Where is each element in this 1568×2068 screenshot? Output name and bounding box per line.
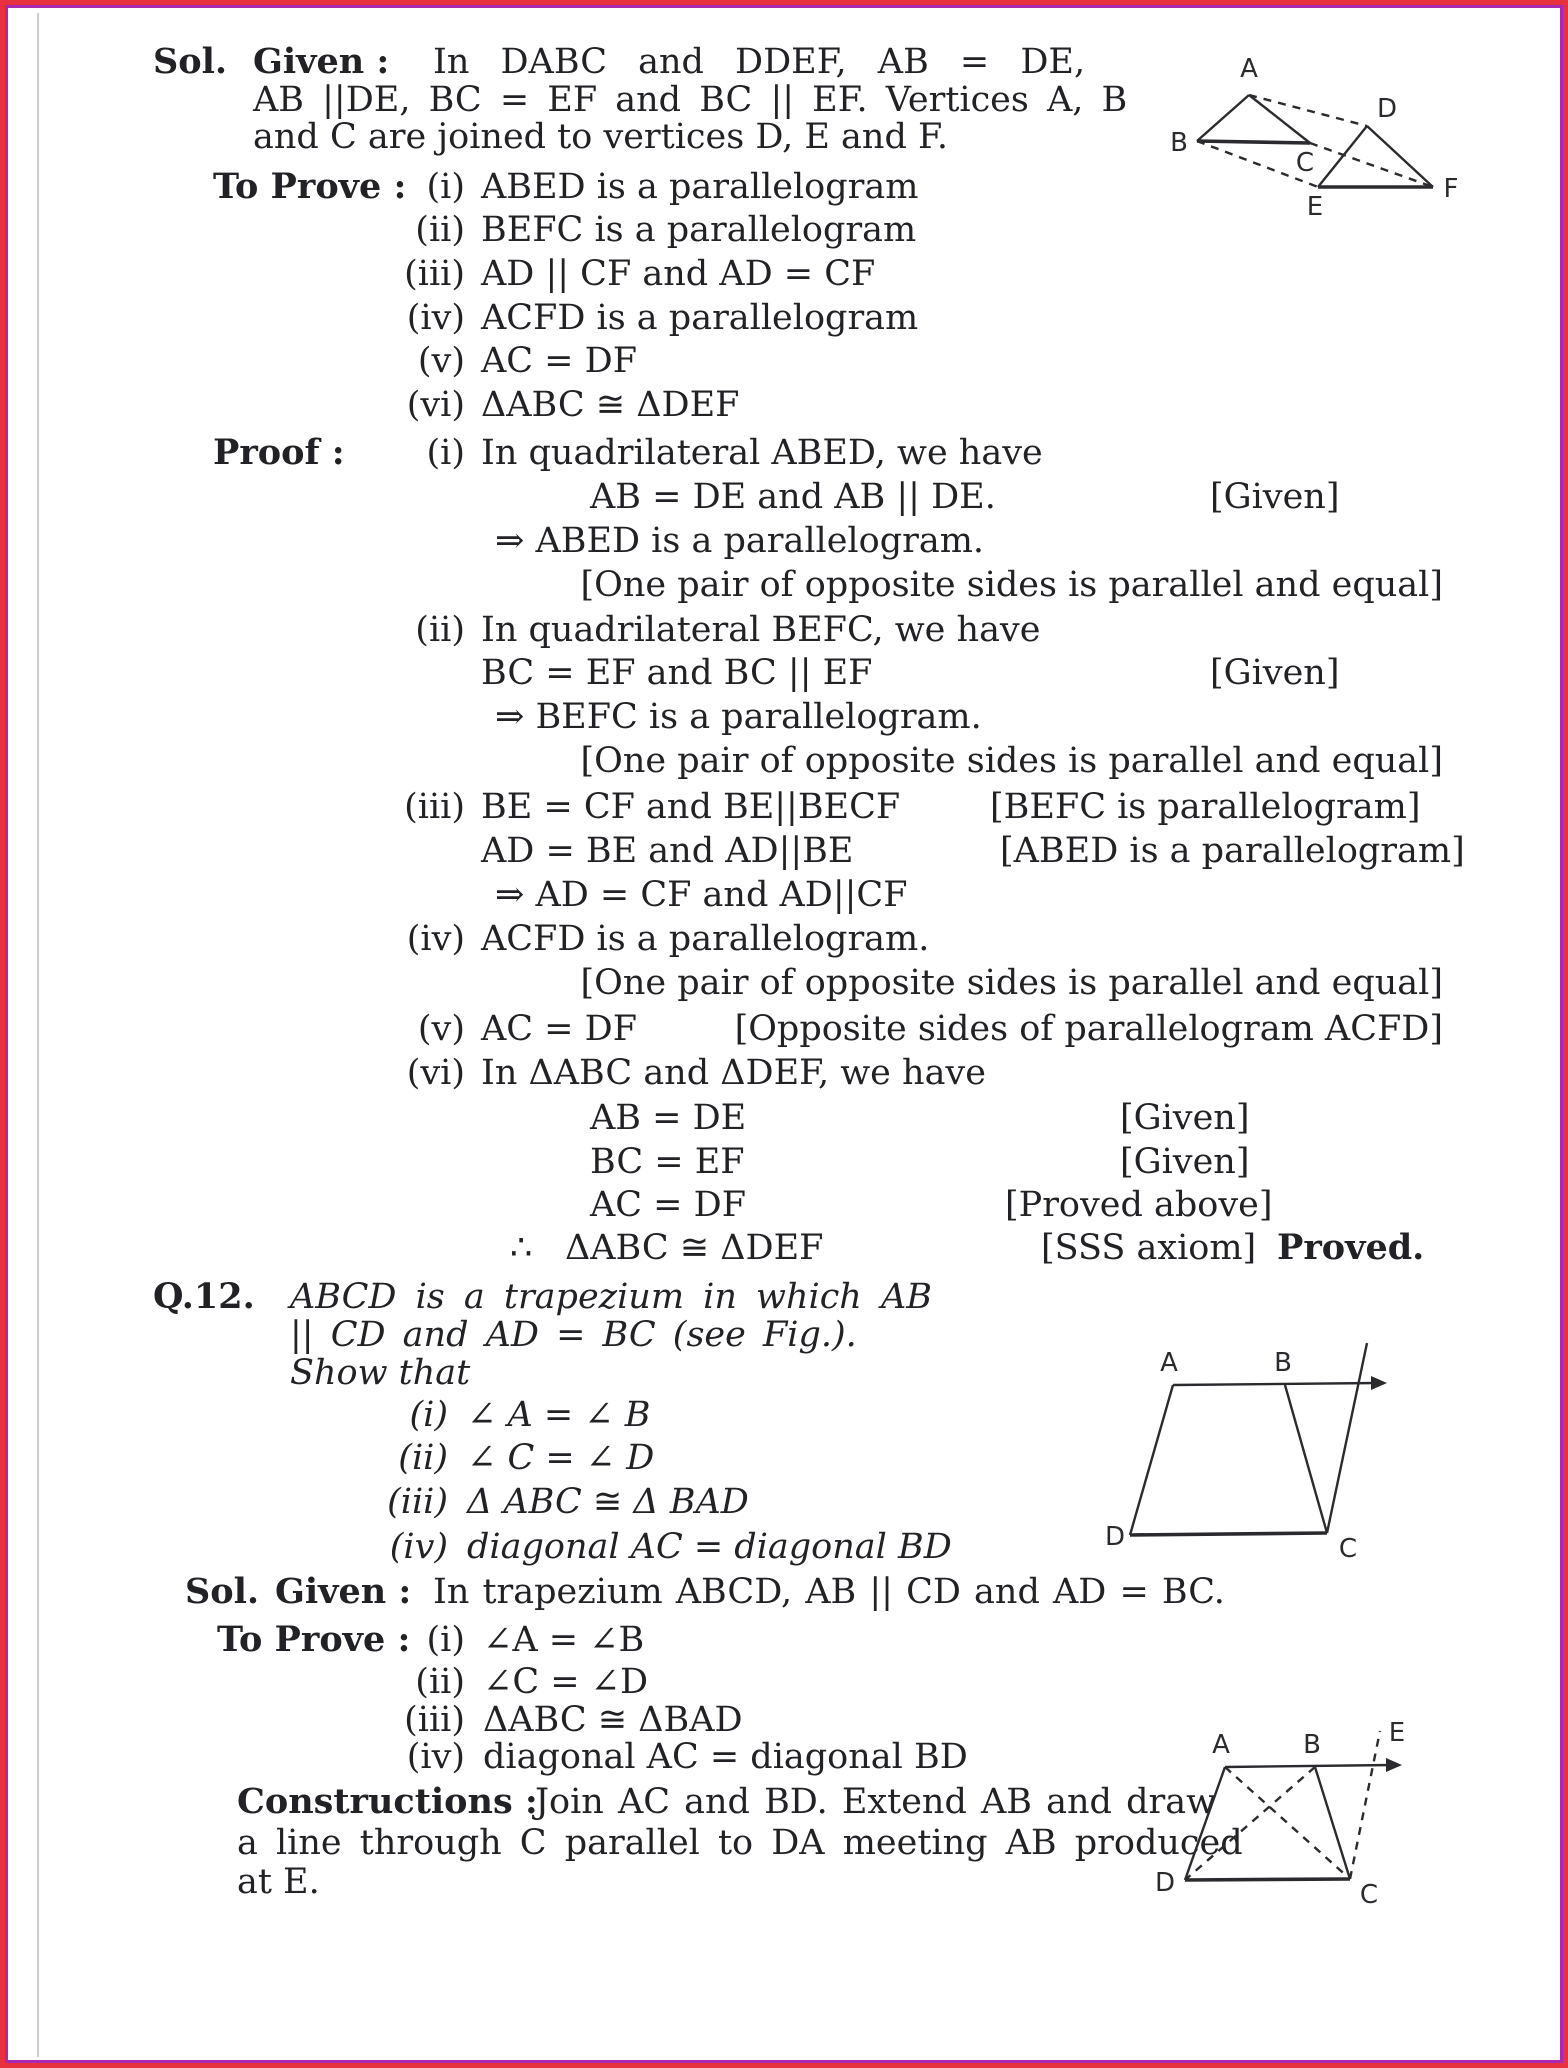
arrowhead-icon bbox=[1371, 1376, 1387, 1390]
question-line: Q.12. ABCD is a trapezium in which AB bbox=[153, 1276, 932, 1317]
proof-row: (ii) In quadrilateral BEFC, we have bbox=[415, 610, 1041, 650]
side-DF bbox=[1367, 126, 1433, 187]
sol2-given-line: Sol. Given : In trapezium ABCD, AB || CD and AD = BC. bbox=[185, 1571, 1225, 1612]
to-prove-label: To Prove : bbox=[213, 166, 407, 207]
reason-bracket: [Given] bbox=[1120, 1142, 1250, 1182]
ray-AB bbox=[1225, 1765, 1392, 1767]
vertex-label-B: B bbox=[1274, 1348, 1292, 1378]
side-DC bbox=[1130, 1533, 1327, 1535]
proof-row: ⇒ BEFC is a parallelogram. bbox=[495, 697, 982, 737]
question-item: (iii) Δ ABC ≅ Δ BAD bbox=[387, 1482, 749, 1522]
proof-row: AB = DE and AB || DE. [Given] bbox=[590, 477, 1340, 517]
to-prove-item: (vi) ΔABC ≅ ΔDEF bbox=[406, 385, 740, 425]
constructions-line: a line through C parallel to DA meeting AB produced bbox=[237, 1823, 1243, 1863]
proof-row bbox=[5, 563, 1563, 607]
side-AB bbox=[1197, 95, 1249, 141]
proof-row: AD = BE and AD||BE [ABED is a parallelogram] bbox=[481, 831, 1465, 871]
reason-bracket: [Opposite sides of parallelogram ACFD] bbox=[734, 1009, 1443, 1049]
proof-row: ⇒ ABED is a parallelogram. bbox=[495, 521, 985, 561]
side-AD bbox=[1185, 1767, 1225, 1880]
sol2-to-prove-item: (iii) ΔABC ≅ ΔBAD bbox=[404, 1700, 743, 1740]
reason-bracket: [One pair of opposite sides is parallel and equal] bbox=[580, 741, 1443, 781]
given-line-3: and C are joined to vertices D, E and F. bbox=[253, 117, 948, 157]
question-number: Q.12. bbox=[153, 1276, 255, 1317]
vertex-label-A: A bbox=[1160, 1348, 1178, 1378]
vertex-label-E: E bbox=[1306, 192, 1324, 222]
item-numeral: (i) bbox=[426, 167, 465, 207]
join-AD bbox=[1249, 95, 1367, 126]
question-item: (ii) ∠ C = ∠ D bbox=[398, 1438, 655, 1478]
constructions-line: at E. bbox=[237, 1862, 320, 1902]
proof-row: BC = EF [Given] bbox=[590, 1142, 1250, 1182]
proof-row bbox=[5, 739, 1563, 783]
join-CF bbox=[1310, 143, 1433, 187]
sol2-to-prove-item: (ii) ∠C = ∠D bbox=[415, 1662, 649, 1702]
vertex-label-A: A bbox=[1240, 54, 1258, 84]
question-line: Show that bbox=[290, 1353, 471, 1393]
question-item: (i) ∠ A = ∠ B bbox=[409, 1395, 651, 1435]
to-prove-item: (iv) ACFD is a parallelogram bbox=[406, 298, 919, 338]
proof-row: (vi) In ΔABC and ΔDEF, we have bbox=[406, 1053, 986, 1093]
proof-row: (iii) BE = CF and BE||BECF [BEFC is parallelogram] bbox=[404, 787, 1421, 827]
question-item: (iv) diagonal AC = diagonal BD bbox=[389, 1527, 952, 1567]
line-through-C bbox=[1327, 1343, 1367, 1533]
reason-bracket: [Given] bbox=[1210, 477, 1340, 517]
proved-label: Proved. bbox=[1277, 1227, 1425, 1268]
proof-row: ⇒ AD = CF and AD||CF bbox=[495, 875, 908, 915]
to-prove-label: To Prove : bbox=[217, 1619, 411, 1660]
ray-AB bbox=[1173, 1383, 1377, 1385]
figure-triangles-abc-def bbox=[1165, 35, 1475, 225]
vertex-label-C: C bbox=[1338, 1534, 1358, 1563]
arrowhead-icon bbox=[1386, 1758, 1402, 1772]
given-text: In DABC and DDEF, AB = DE, bbox=[433, 42, 1086, 82]
proof-row: ∴ ΔABC ≅ ΔDEF [SSS axiom] Proved. bbox=[510, 1227, 1425, 1268]
sol2-to-prove-item: (iv) diagonal AC = diagonal BD bbox=[406, 1737, 968, 1777]
question-line: || CD and AD = BC (see Fig.). bbox=[290, 1315, 857, 1355]
proof-row: (iv) ACFD is a parallelogram. bbox=[406, 919, 930, 959]
figure-trapezium-q12 bbox=[1105, 1323, 1405, 1563]
side-BC bbox=[1197, 141, 1310, 143]
to-prove-item: (ii) BEFC is a parallelogram bbox=[415, 210, 917, 250]
vertex-label-B: B bbox=[1303, 1730, 1321, 1760]
proof-row: (v) AC = DF [Opposite sides of parallelogram ACFD] bbox=[417, 1009, 1443, 1049]
vertex-label-D: D bbox=[1154, 1868, 1176, 1898]
reason-bracket: [BEFC is parallelogram] bbox=[990, 787, 1421, 827]
to-prove-item: (v) AC = DF bbox=[417, 341, 637, 381]
vertex-label-C: C bbox=[1359, 1880, 1379, 1910]
therefore-symbol: ∴ bbox=[510, 1228, 533, 1268]
given-line-2: AB ||DE, BC = EF and BC || EF. Vertices A, B bbox=[253, 80, 1128, 120]
vertex-label-E: E bbox=[1388, 1718, 1406, 1748]
sol2-to-prove-item: To Prove : (i) ∠A = ∠B bbox=[217, 1619, 645, 1660]
reason-bracket: [One pair of opposite sides is parallel and equal] bbox=[580, 565, 1443, 605]
side-DC bbox=[1185, 1879, 1350, 1880]
side-DE bbox=[1318, 126, 1367, 187]
proof-row: AB = DE [Given] bbox=[590, 1098, 1250, 1138]
figure-trapezium-construction bbox=[1135, 1703, 1425, 1913]
reason-bracket: [Proved above] bbox=[1005, 1185, 1273, 1225]
given-label: Given : bbox=[275, 1571, 412, 1612]
side-AD bbox=[1130, 1385, 1173, 1535]
proof-row: BC = EF and BC || EF [Given] bbox=[481, 653, 1340, 693]
reason-bracket: [Given] bbox=[1210, 653, 1340, 693]
to-prove-item: (iii) AD || CF and AD = CF bbox=[404, 254, 876, 294]
reason-bracket: [ABED is a parallelogram] bbox=[1000, 831, 1465, 871]
vertex-label-D: D bbox=[1376, 94, 1398, 124]
side-BC bbox=[1285, 1385, 1327, 1533]
proof-row bbox=[5, 961, 1563, 1005]
proof-row: Proof : (i) In quadrilateral ABED, we have bbox=[213, 432, 1043, 473]
sol-label: Sol. bbox=[185, 1571, 260, 1612]
vertex-label-C: C bbox=[1295, 148, 1315, 178]
vertex-label-A: A bbox=[1212, 1730, 1230, 1760]
sol-label: Sol. bbox=[153, 41, 228, 82]
item-text: ABED is a parallelogram bbox=[481, 167, 919, 207]
reason-bracket: [SSS axiom] bbox=[1041, 1228, 1257, 1268]
vertex-label-F: F bbox=[1443, 174, 1459, 204]
constructions-line: Constructions : Join AC and BD. Extend AB and draw bbox=[237, 1781, 1217, 1822]
line-CE bbox=[1350, 1731, 1380, 1879]
vertex-label-D: D bbox=[1105, 1522, 1126, 1552]
reason-bracket: [One pair of opposite sides is parallel and equal] bbox=[580, 963, 1443, 1003]
vertex-label-B: B bbox=[1170, 128, 1188, 158]
reason-bracket: [Given] bbox=[1120, 1098, 1250, 1138]
proof-row: AC = DF [Proved above] bbox=[590, 1185, 1273, 1225]
side-BC bbox=[1315, 1767, 1350, 1879]
proof-label: Proof : bbox=[213, 432, 345, 473]
constructions-label: Constructions : bbox=[237, 1781, 538, 1822]
given-label: Given : bbox=[253, 41, 390, 82]
